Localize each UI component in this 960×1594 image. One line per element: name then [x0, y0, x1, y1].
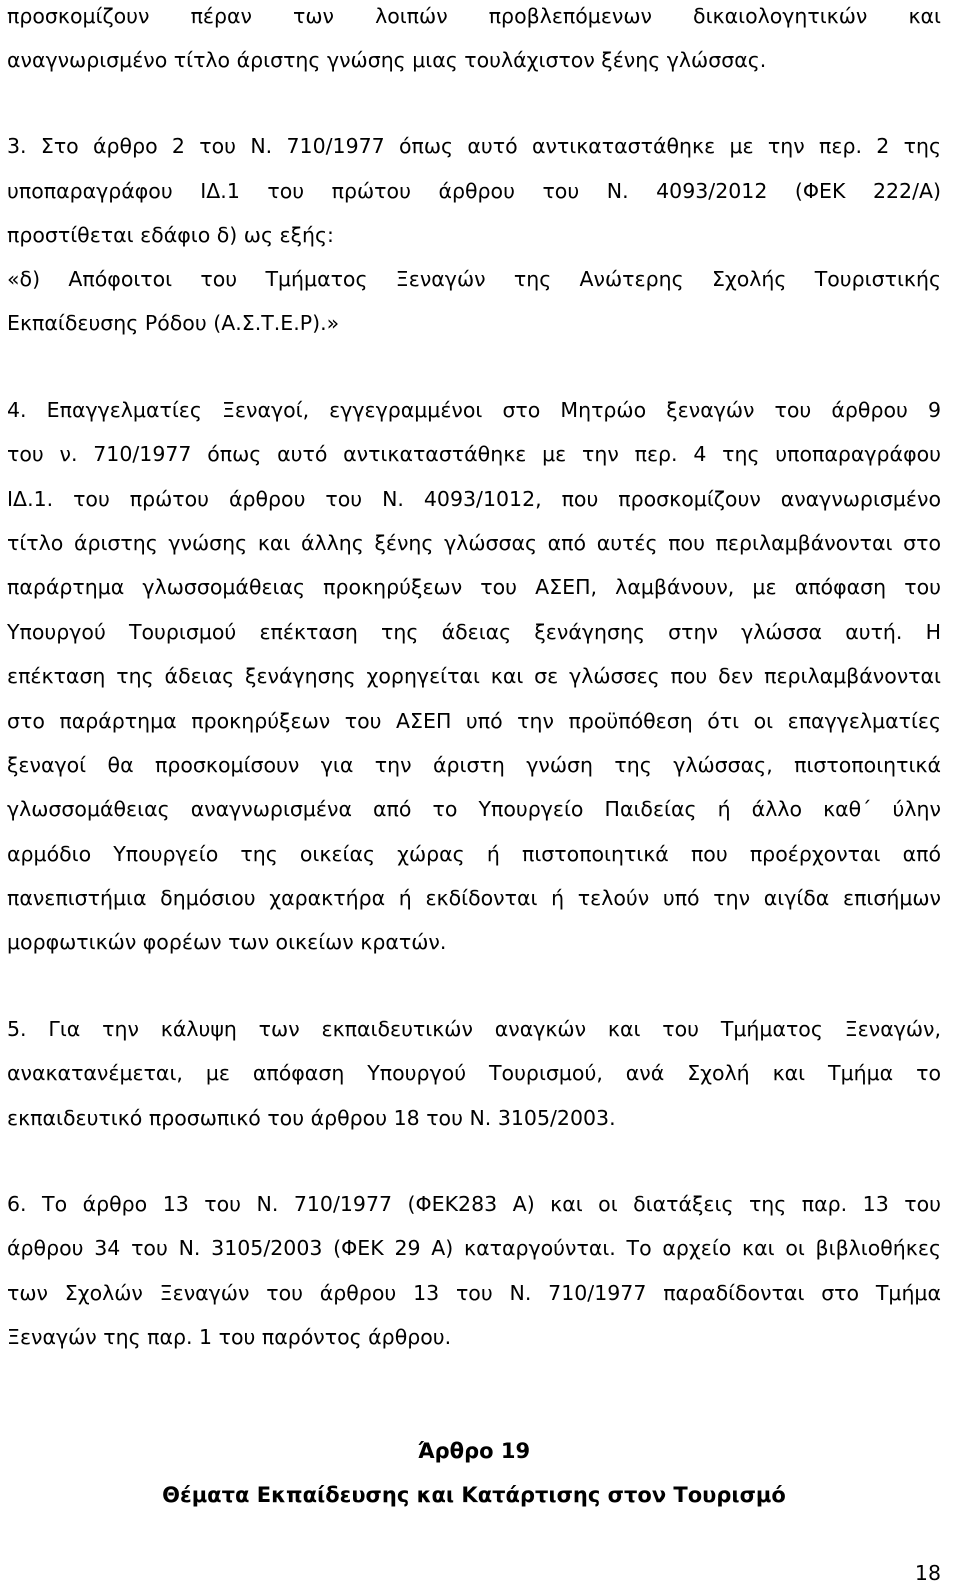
text-line: των Σχολών Ξεναγών του άρθρου 13 του Ν. 710/1977 παραδίδονται στο Τμήμα	[7, 1281, 941, 1305]
text-line: μορφωτικών φορέων των οικείων κρατών.	[7, 930, 447, 954]
text-line: εκπαιδευτικό προσωπικό του άρθρου 18 του Ν. 3105/2003.	[7, 1106, 616, 1130]
text-line: υποπαραγράφου ΙΔ.1 του πρώτου άρθρου του Ν. 4093/2012 (ΦΕΚ 222/Α)	[7, 179, 941, 203]
text-line: αρμόδιο Υπουργείο της οικείας χώρας ή πιστοποιητικά που προέρχονται από	[7, 842, 941, 866]
text-line: 5. Για την κάλυψη των εκπαιδευτικών αναγκών και του Τμήματος Ξεναγών,	[7, 1017, 941, 1041]
text-line: 3. Στο άρθρο 2 του Ν. 710/1977 όπως αυτό αντικαταστάθηκε με την περ. 2 της	[7, 134, 941, 158]
text-line: 4. Επαγγελματίες Ξεναγοί, εγγεγραμμένοι στο Μητρώο ξεναγών του άρθρου 9	[7, 398, 941, 422]
text-line: γλωσσομάθειας αναγνωρισμένα από το Υπουργείο Παιδείας ή άλλο καθ΄ ύλην	[7, 797, 941, 821]
text-line: Ξεναγών της παρ. 1 του παρόντος άρθρου.	[7, 1325, 452, 1349]
text-line: ανακατανέμεται, με απόφαση Υπουργού Τουρισμού, ανά Σχολή και Τμήμα το	[7, 1061, 941, 1085]
text-line: άρθρου 34 του Ν. 3105/2003 (ΦΕΚ 29 Α) καταργούνται. Το αρχείο και οι βιβλιοθήκες	[7, 1236, 941, 1260]
text-line: τίτλο άριστης γνώσης και άλλης ξένης γλώσσας από αυτές που περιλαμβάνονται στο	[7, 531, 941, 555]
text-line: παράρτημα γλωσσομάθειας προκηρύξεων του ΑΣΕΠ, λαμβάνουν, με απόφαση του	[7, 575, 941, 599]
text-line: πανεπιστήμια δημόσιου χαρακτήρα ή εκδίδονται ή τελούν υπό την αιγίδα επισήμων	[7, 886, 941, 910]
text-line: Εκπαίδευσης Ρόδου (Α.Σ.Τ.Ε.Ρ).»	[7, 311, 340, 335]
text-line: ΙΔ.1. του πρώτου άρθρου του Ν. 4093/1012, που προσκομίζουν αναγνωρισμένο	[7, 487, 941, 511]
text-line: προσκομίζουν πέραν των λοιπών προβλεπόμενων δικαιολογητικών και	[7, 4, 941, 28]
text-line: προστίθεται εδάφιο δ) ως εξής:	[7, 223, 334, 247]
article-title: Άρθρο 19	[417, 1439, 531, 1463]
page-number: 18	[914, 1561, 941, 1585]
article-subtitle: Θέματα Εκπαίδευσης και Κατάρτισης στον Τουρισμό	[162, 1483, 786, 1507]
text-line: επέκταση της άδειας ξενάγησης χορηγείται και σε γλώσσες που δεν περιλαμβάνονται	[7, 664, 941, 688]
text-line: αναγνωρισμένο τίτλο άριστης γνώσης μιας τουλάχιστον ξένης γλώσσας.	[7, 48, 767, 72]
text-line: 6. Το άρθρο 13 του Ν. 710/1977 (ΦΕΚ283 Α) και οι διατάξεις της παρ. 13 του	[7, 1192, 941, 1216]
text-line: Υπουργού Τουρισμού επέκταση της άδειας ξενάγησης στην γλώσσα αυτή. Η	[7, 620, 941, 644]
text-line: ξεναγοί θα προσκομίσουν για την άριστη γνώση της γλώσσας, πιστοποιητικά	[7, 753, 941, 777]
text-line: του ν. 710/1977 όπως αυτό αντικαταστάθηκε με την περ. 4 της υποπαραγράφου	[7, 442, 941, 466]
text-line: «δ) Απόφοιτοι του Τμήματος Ξεναγών της Ανώτερης Σχολής Τουριστικής	[7, 267, 941, 291]
text-line: στο παράρτημα προκηρύξεων του ΑΣΕΠ υπό την προϋπόθεση ότι οι επαγγελματίες	[7, 709, 941, 733]
